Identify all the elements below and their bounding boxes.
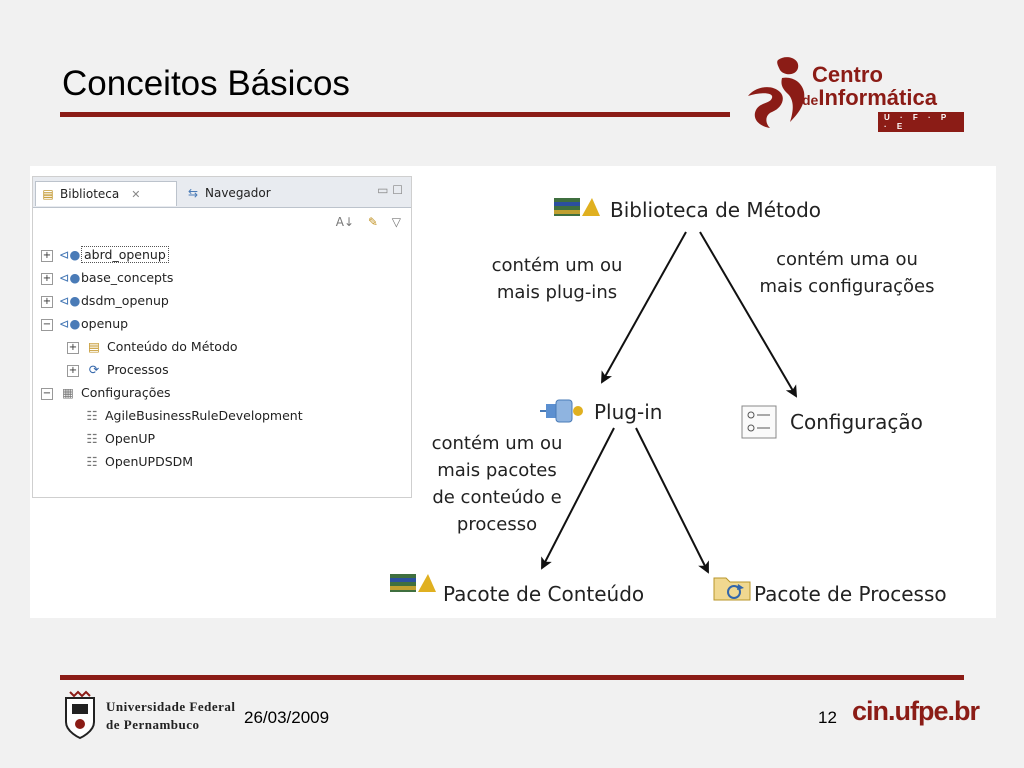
content-package-icon: ▤ — [88, 339, 100, 354]
expand-icon[interactable]: + — [68, 341, 78, 353]
content-package-icon — [554, 198, 600, 216]
tree-item-label: Processos — [107, 362, 169, 377]
configuration-icon: ☷ — [86, 408, 98, 423]
cin-logo-line2-main: Informática — [818, 85, 937, 110]
page-number: 12 — [818, 708, 837, 727]
collapse-icon[interactable]: − — [42, 387, 52, 399]
tree-item-label: openup — [81, 316, 129, 331]
ufpe-logo — [60, 688, 250, 742]
link-icon[interactable]: ✎ — [367, 215, 378, 229]
node-library: Biblioteca de Método — [610, 198, 822, 222]
tree-item-label: OpenUP — [105, 431, 156, 446]
configuration-icon: ☷ — [86, 431, 98, 446]
edge-label-line: de conteúdo e — [432, 487, 562, 508]
edge-label-library-plugin — [476, 252, 638, 306]
cin-logo-line3: U · F · P · E — [878, 112, 964, 132]
plugin-icon: ⊲● — [59, 316, 81, 331]
expand-icon[interactable]: + — [68, 364, 78, 376]
close-icon[interactable]: ✕ — [131, 188, 141, 201]
tree-item-label: AgileBusinessRuleDevelopment — [105, 408, 303, 423]
expand-icon[interactable]: + — [42, 249, 52, 261]
cin-logo-line1: Centro — [812, 62, 883, 87]
edge-label-line: contém um ou — [431, 433, 563, 454]
site-url: cin.ufpe.br — [852, 696, 980, 726]
node-plugin: Plug-in — [594, 400, 663, 424]
tree-item-label: OpenUPDSDM — [105, 454, 194, 469]
configuration-icon — [742, 406, 776, 438]
plugin-icon: ⊲● — [59, 270, 81, 285]
configuration-icon: ☷ — [86, 454, 98, 469]
plugin-icon: ⊲● — [59, 247, 81, 262]
slide-title: Conceitos Básicos — [62, 64, 350, 103]
tree-item-label: Conteúdo do Método — [107, 339, 238, 354]
footer-divider — [60, 675, 964, 680]
edge-label-line: contém uma ou — [776, 249, 918, 270]
collapse-icon[interactable]: − — [42, 318, 52, 330]
process-icon: ⟳ — [88, 362, 100, 377]
tree-item-label: Configurações — [81, 385, 171, 400]
edge-label-line: processo — [456, 514, 538, 535]
expand-icon[interactable]: + — [42, 295, 52, 307]
expand-icon[interactable]: + — [42, 272, 52, 284]
maximize-icon[interactable]: ☐ — [392, 183, 403, 197]
sort-alpha-icon[interactable]: A↓ — [335, 215, 355, 229]
edge-label-line: mais plug-ins — [496, 282, 618, 303]
tree-item-label: abrd_openup — [81, 246, 169, 263]
node-configuration: Configuração — [790, 410, 923, 434]
minimize-icon[interactable]: ▭ — [377, 183, 389, 197]
node-content-package: Pacote de Conteúdo — [443, 582, 645, 606]
tree-item-label: dsdm_openup — [81, 293, 169, 308]
ufpe-name-line1: Universidade Federal — [106, 699, 236, 714]
tab-biblioteca-label: Biblioteca — [60, 187, 120, 201]
navigator-icon: ⇆ — [187, 186, 199, 200]
plugin-icon — [540, 400, 583, 422]
edge-label-line: mais pacotes — [437, 460, 557, 481]
edge-label-line: mais configurações — [759, 276, 935, 297]
cin-logo-line2-prefix: de — [802, 92, 819, 108]
tab-navegador-label: Navegador — [205, 186, 271, 200]
ufpe-name — [106, 698, 236, 734]
ufpe-name-line2: de Pernambuco — [106, 717, 200, 732]
library-icon: ▤ — [42, 187, 54, 201]
tree-item-label: base_concepts — [81, 270, 174, 285]
view-menu-icon[interactable]: ▽ — [391, 215, 401, 229]
configuration-folder-icon: ▦ — [62, 385, 74, 400]
edge-label-plugin-packages — [418, 430, 576, 538]
edge-label-line: contém um ou — [491, 255, 623, 276]
content-package-icon — [390, 574, 436, 592]
process-package-icon — [714, 578, 750, 600]
node-process-package: Pacote de Processo — [754, 582, 947, 606]
slide-date: 26/03/2009 — [244, 708, 330, 727]
plugin-icon: ⊲● — [59, 293, 81, 308]
ufpe-crest-icon — [62, 690, 98, 740]
edge-label-library-configuration — [744, 246, 950, 300]
arrow-plugin-process-package — [636, 428, 708, 572]
